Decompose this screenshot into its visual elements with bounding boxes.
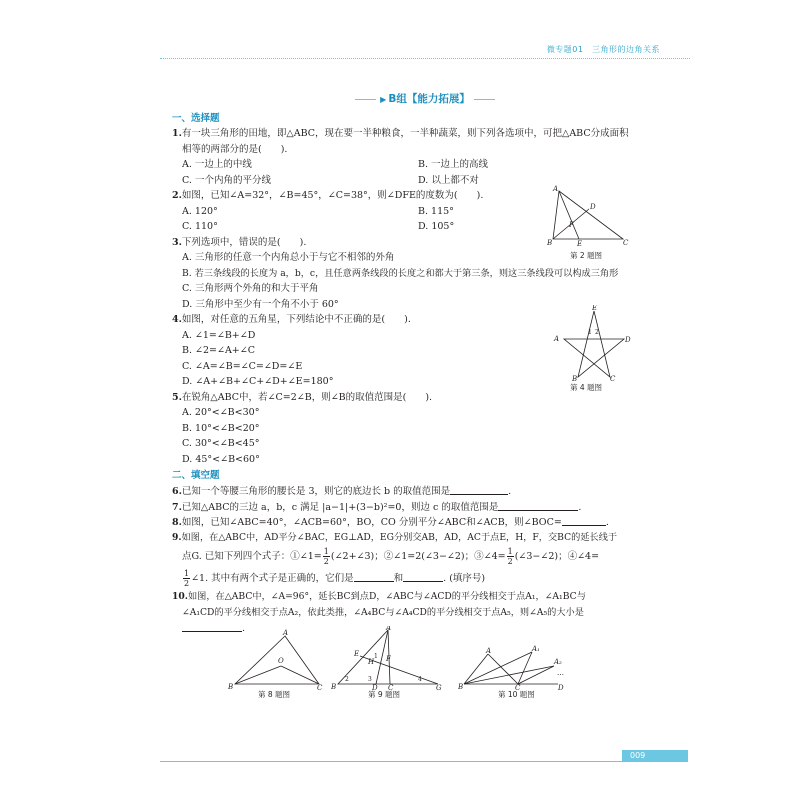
- q9-frac3-num: 1: [184, 569, 190, 578]
- q2-num: 2.: [172, 190, 182, 201]
- q9-answer-blank-2[interactable]: [403, 571, 443, 582]
- q10-segment-ba1: [464, 652, 532, 684]
- group-title-text: B组【能力拓展】: [388, 93, 470, 105]
- q10-line1-text: 如图，在△ABC中，∠A=96°，延长BC到点D，∠ABC与∠ACD的平分线相交于点A₁，∠A₁BC与: [187, 591, 586, 602]
- q2-stem-text: 如图，已知∠A=32°，∠B=45°，∠C=38°，则∠DFE的度数为( ).: [181, 190, 484, 201]
- q9-num: 9.: [172, 531, 182, 543]
- q9-line2b: (∠2+∠3)；②∠1=2(∠3−∠2)；③∠4=: [330, 551, 506, 562]
- q9-frac1-den: 2: [323, 557, 329, 566]
- q9-line2a: 点G. 已知下列四个式子：①∠1=: [182, 551, 322, 562]
- q2-option-c: C. 110°: [182, 221, 218, 232]
- q7-answer-blank[interactable]: [498, 500, 578, 511]
- q4-label-1: 1: [588, 329, 592, 336]
- q7-num: 7.: [172, 501, 182, 513]
- q3-option-a: A. 三角形的任意一个内角总小于与它不相邻的外角: [182, 252, 395, 263]
- q5-option-c: C. 30°<∠B<45°: [182, 438, 260, 449]
- q7-end: .: [578, 501, 582, 513]
- q2-label-a: A: [553, 185, 559, 193]
- q8-stem: [172, 515, 680, 531]
- q4-label-d: D: [625, 336, 631, 344]
- header-dotted-rule: [160, 58, 690, 59]
- q9-line3b: 和: [393, 573, 404, 584]
- q4-star: [564, 311, 624, 377]
- q10-ellipsis: …: [557, 669, 564, 677]
- q9-label-a: A: [386, 626, 392, 632]
- q2-option-b: B. 115°: [418, 205, 454, 217]
- q10-label-d: D: [558, 684, 564, 690]
- q9-label-f: F: [386, 655, 391, 663]
- q4-caption: 第 4 题图: [570, 383, 603, 392]
- q9-line3c: . (填序号): [443, 573, 486, 584]
- q7-stem-text: 已知△ABC的三边 a，b，c 满足 |a−1|+(3−b)²=0，则边 c 的取值范围是: [181, 501, 499, 513]
- section-choice: 一、选择题: [172, 113, 220, 124]
- q4-option-c: C. ∠A=∠B=∠C=∠D=∠E: [182, 360, 303, 372]
- q9-angle-2: 2: [345, 676, 349, 683]
- q6-end: .: [508, 486, 512, 497]
- q3-num: 3.: [172, 236, 182, 248]
- q10-label-a2: A₂: [554, 658, 562, 666]
- q1-option-a: A. 一边上的中线: [182, 159, 252, 170]
- q10-line2: ∠A₁CD的平分线相交于点A₂，依此类推，∠A₄BC与∠A₄CD的平分线相交于点A₅，则∠A₅的大小是: [182, 606, 584, 618]
- q10-label-b: B: [458, 683, 464, 690]
- figure-q4: [552, 305, 632, 381]
- q2-triangle-abc: [553, 191, 623, 239]
- q4-label-2: 2: [595, 329, 599, 336]
- q10-segment-ca1: [518, 652, 532, 684]
- q8-triangle-abc: [235, 636, 319, 684]
- q9-fraction-1: [323, 547, 330, 566]
- q9-label-d: D: [372, 684, 378, 690]
- q6-stem-text: 已知一个等腰三角形的腰长是 3，则它的底边长 b 的取值范围是: [181, 486, 451, 497]
- q9-fraction-2: [507, 547, 514, 566]
- q5-option-b: B. 10°<∠B<20°: [182, 422, 260, 434]
- group-title: [376, 92, 474, 107]
- q2-option-a: A. 120°: [182, 205, 218, 217]
- q9-label-b: B: [331, 683, 337, 690]
- q5-stem-text: 在锐角△ABC中，若∠C=2∠B，则∠B的取值范围是( ).: [181, 391, 433, 403]
- q10-segment-ba2: [464, 666, 554, 684]
- q8-label-b: B: [228, 683, 234, 690]
- q10-line1: [172, 590, 680, 606]
- q4-num: 4.: [172, 314, 182, 325]
- q9-frac1-num: 1: [323, 547, 329, 556]
- q10-num: 10.: [172, 591, 188, 602]
- q5-stem: [172, 391, 680, 407]
- q3-option-d: D. 三角形中至少有一个角不小于 60°: [182, 298, 339, 310]
- q9-line2c: (∠3−∠2)；④∠4=: [514, 551, 600, 562]
- q10-label-a1: A₁: [532, 645, 540, 653]
- q8-label-a: A: [283, 629, 289, 637]
- q5-option-d: D. 45°<∠B<60°: [182, 453, 260, 465]
- q1-stem1: 有一块三角形的田地，即△ABC，现在要一半种粮食，一半种蔬菜，则下列各选项中，可把△ABC分成面积: [181, 128, 629, 139]
- q9-caption: 第 9 题图: [368, 690, 401, 699]
- q9-angle-4: 4: [418, 676, 422, 683]
- q9-line3a: ∠1. 其中有两个式子是正确的，它们是: [191, 573, 354, 584]
- q9-line1-text: 如图，在△ABC中，AD平分∠BAC，EG⊥AD，EG分别交AB，AD，AC于点E，H，F，交BC的延长线于: [181, 531, 618, 543]
- q10-side-ab: [464, 654, 488, 684]
- q4-label-a: A: [554, 335, 560, 343]
- q8-label-c: C: [317, 684, 323, 690]
- page-header: [160, 44, 690, 62]
- footer-rule: [160, 761, 688, 762]
- q3-option-c: C. 三角形两个外角的和大于平角: [182, 283, 319, 294]
- q9-line2: [172, 546, 680, 568]
- q6-num: 6.: [172, 486, 182, 497]
- q4-option-b: B. ∠2=∠A+∠C: [182, 345, 255, 356]
- q9-label-g: G: [436, 684, 442, 690]
- q4-option-a: A. ∠1=∠B+∠D: [182, 329, 256, 341]
- q10-label-c: C: [515, 684, 521, 690]
- figure-q8: [225, 628, 325, 690]
- q10-end: .: [242, 623, 246, 634]
- q4-label-e: E: [592, 305, 598, 312]
- triangle-icon: ▶: [380, 95, 387, 104]
- q9-label-h: H: [368, 658, 375, 666]
- q9-angle-1: 1: [374, 653, 378, 660]
- q5-num: 5.: [172, 391, 182, 403]
- q10-label-a: A: [486, 647, 492, 655]
- q4-stem-text: 如图，对任意的五角星，下列结论中不正确的是( ).: [181, 314, 411, 325]
- q2-label-c: C: [623, 239, 629, 247]
- q9-label-c: C: [388, 684, 394, 690]
- figure-q2: [545, 183, 635, 251]
- q9-frac2-num: 1: [507, 547, 513, 556]
- q10-caption: 第 10 题图: [498, 690, 535, 699]
- q7-stem: [172, 500, 680, 516]
- q8-caption: 第 8 题图: [258, 690, 291, 699]
- q4-label-b: B: [572, 375, 578, 381]
- q9-fraction-3: [183, 569, 190, 588]
- section-fill: 二、填空题: [172, 470, 220, 481]
- q8-end: .: [605, 517, 609, 528]
- q1-num: 1.: [172, 128, 182, 139]
- q6-answer-blank[interactable]: [450, 484, 508, 495]
- q10-segment-ca2: [518, 666, 554, 684]
- q9-angle-3: 3: [368, 676, 372, 683]
- q2-option-d: D. 105°: [418, 221, 455, 232]
- q6-stem: [172, 484, 680, 500]
- q2-caption: 第 2 题图: [570, 251, 603, 260]
- figure-q9: [330, 626, 446, 690]
- q2-label-f: F: [569, 221, 574, 229]
- q3-option-b: B. 若三条线段的长度为 a，b，c，且任意两条线段的长度之和都大于第三条，则这三条线段可以构成三角形: [182, 267, 619, 279]
- q1-option-d: D. 以上都不对: [418, 174, 479, 186]
- q8-stem-text: 如图，已知∠ABC=40°，∠ACB=60°，BO，CO 分别平分∠ABC和∠ACB，则∠BOC=: [181, 517, 562, 528]
- q2-label-e: E: [577, 240, 583, 248]
- q8-label-o: O: [278, 657, 284, 665]
- q2-label-b: B: [547, 239, 553, 247]
- figure-q10: [458, 644, 566, 690]
- q8-num: 8.: [172, 517, 182, 528]
- group-title-banner: [160, 92, 690, 108]
- q4-label-c: C: [610, 375, 616, 381]
- q4-option-d: D. ∠A+∠B+∠C+∠D+∠E=180°: [182, 376, 334, 387]
- q3-stem-text: 下列选项中，错误的是( ).: [181, 236, 307, 248]
- q2-label-d: D: [590, 203, 596, 211]
- q9-line1: [172, 531, 680, 547]
- q9-line3: [172, 568, 680, 590]
- header-text: 微专题01 三角形的边角关系: [546, 45, 660, 54]
- q5-option-a: A. 20°<∠B<30°: [182, 407, 260, 418]
- q8-segment-co: [281, 666, 319, 684]
- q9-frac3-den: 2: [184, 579, 190, 588]
- q8-answer-blank[interactable]: [562, 515, 606, 526]
- q8-segment-bo: [235, 666, 281, 684]
- q1-option-b: B. 一边上的高线: [418, 159, 489, 170]
- q9-answer-blank-1[interactable]: [354, 571, 394, 582]
- q1-stem-line1: [172, 127, 680, 143]
- q10-side-ac: [488, 654, 518, 684]
- q1-stem-line2: 相等的两部分的是( ).: [182, 143, 288, 155]
- q9-label-e: E: [354, 650, 360, 658]
- page-number: 009: [630, 751, 646, 760]
- q9-frac2-den: 2: [507, 557, 513, 566]
- q1-option-c: C. 一个内角的平分线: [182, 174, 271, 186]
